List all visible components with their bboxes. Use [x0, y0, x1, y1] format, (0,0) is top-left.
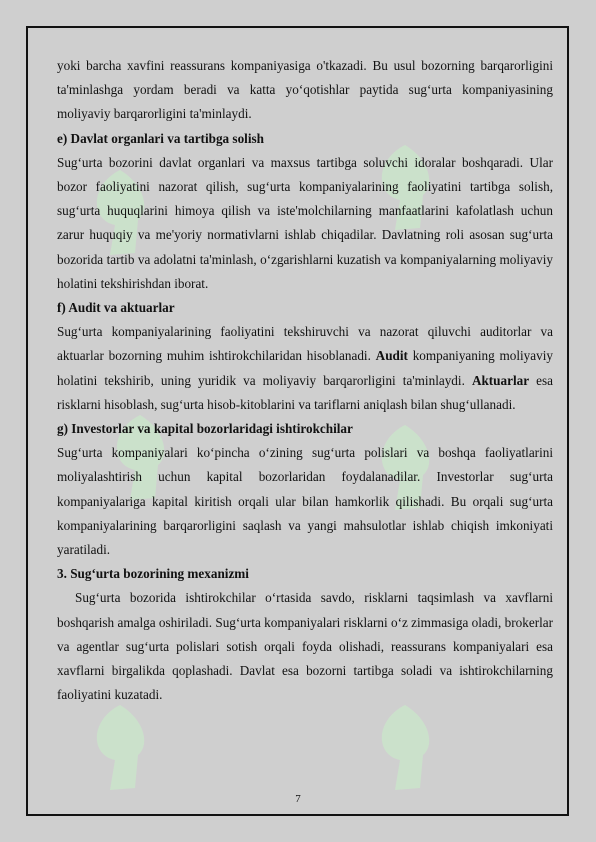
text-run: esa risklarni hisoblash, sug‘urta hisob-kitoblarini va tariflarni aniqlash bilan shug‘ullanadi. [57, 372, 554, 412]
section-heading: 3. Sug‘urta bozorining mexanizmi [57, 566, 249, 582]
paragraph [57, 151, 553, 296]
text-run: Sug‘urta kompaniyalarining faoliyatini tekshiruvchi va nazorat qiluvchi auditorlar va aktuarlar bozorning muhim ishtirokchilaridan hisoblanadi. [57, 324, 553, 364]
text-run: Sug‘urta kompaniyalari ko‘pincha o‘zining sug‘urta polislari va boshqa faoliyatlarini moliyalashtirish uchun kapital bozorlaridan foydalanadilar. Investorlar sug‘urta kompaniyalariga kapital kiritish orqali ular bilan hamkorlik qilishadi. Bu orqali sug‘urta kompaniyalarining barqarorligini saqlash va yangi mahsulotlar ishlab chiqish imkoniyati yaratiladi. [57, 445, 553, 558]
page-number: 7 [295, 793, 301, 805]
section-heading: f) Audit va aktuarlar [57, 300, 175, 316]
text-run: Sug‘urta bozorida ishtirokchilar o‘rtasida savdo, risklarni taqsimlash va xavflarni boshqarish amalga oshiriladi. Sug‘urta kompaniyalari risklarni o‘z zimmasiga oladi, brokerlar va agentlar sug‘urta polislari sotish orqali foyda olishadi, reassurans kompaniyalari esa xavflarni birgalikda qoplashadi. Davlat esa bozorni tartibga soladi va ishtirokchilarning faoliyatini kuzatadi. [57, 590, 553, 703]
text-run: Sug‘urta bozorini davlat organlari va maxsus tartibga soluvchi idoralar boshqaradi. Ular bozor faoliyatini nazorat qilish, sug‘urta kompaniyalarining faoliyatini tartibga solish, sug‘urta huquqlarini himoya qilish va iste'molchilarning manfaatlarini kafolatlash uchun zarur huquqiy va me'yoriy normativlarni ishlab chiqadilar. Davlatning roli asosan sug‘urta bozorida tartib va adolatni ta'minlash, o‘zgarishlarni kuzatish va kompaniyalarning moliyaviy holatini tekshirishdan iborat. [57, 154, 553, 291]
watermark-logo [365, 700, 435, 795]
watermark-logo [80, 700, 150, 795]
text-run: kompaniyaning moliyaviy holatini tekshirib, uning yuridik va moliyaviy barqarorligini ta'minlaydi. [57, 348, 553, 388]
paragraph [57, 586, 553, 707]
paragraph [57, 54, 553, 127]
paragraph [57, 441, 553, 562]
document-body [57, 54, 553, 707]
bold-term: Aktuarlar [471, 372, 530, 388]
section-heading: g) Investorlar va kapital bozorlaridagi ishtirokchilar [57, 421, 353, 437]
text-run: yoki barcha xavfini reassurans kompaniyasiga o'tkazadi. Bu usul bozorning barqarorligini ta'minlashga yordam beradi va katta yo‘qotishlar paytida sug‘urta kompaniyasining moliyaviy barqarorligini ta'minlaydi. [57, 58, 553, 122]
bold-term: Audit [375, 348, 408, 364]
section-heading: e) Davlat organlari va tartibga solish [57, 130, 264, 146]
paragraph [57, 320, 553, 417]
